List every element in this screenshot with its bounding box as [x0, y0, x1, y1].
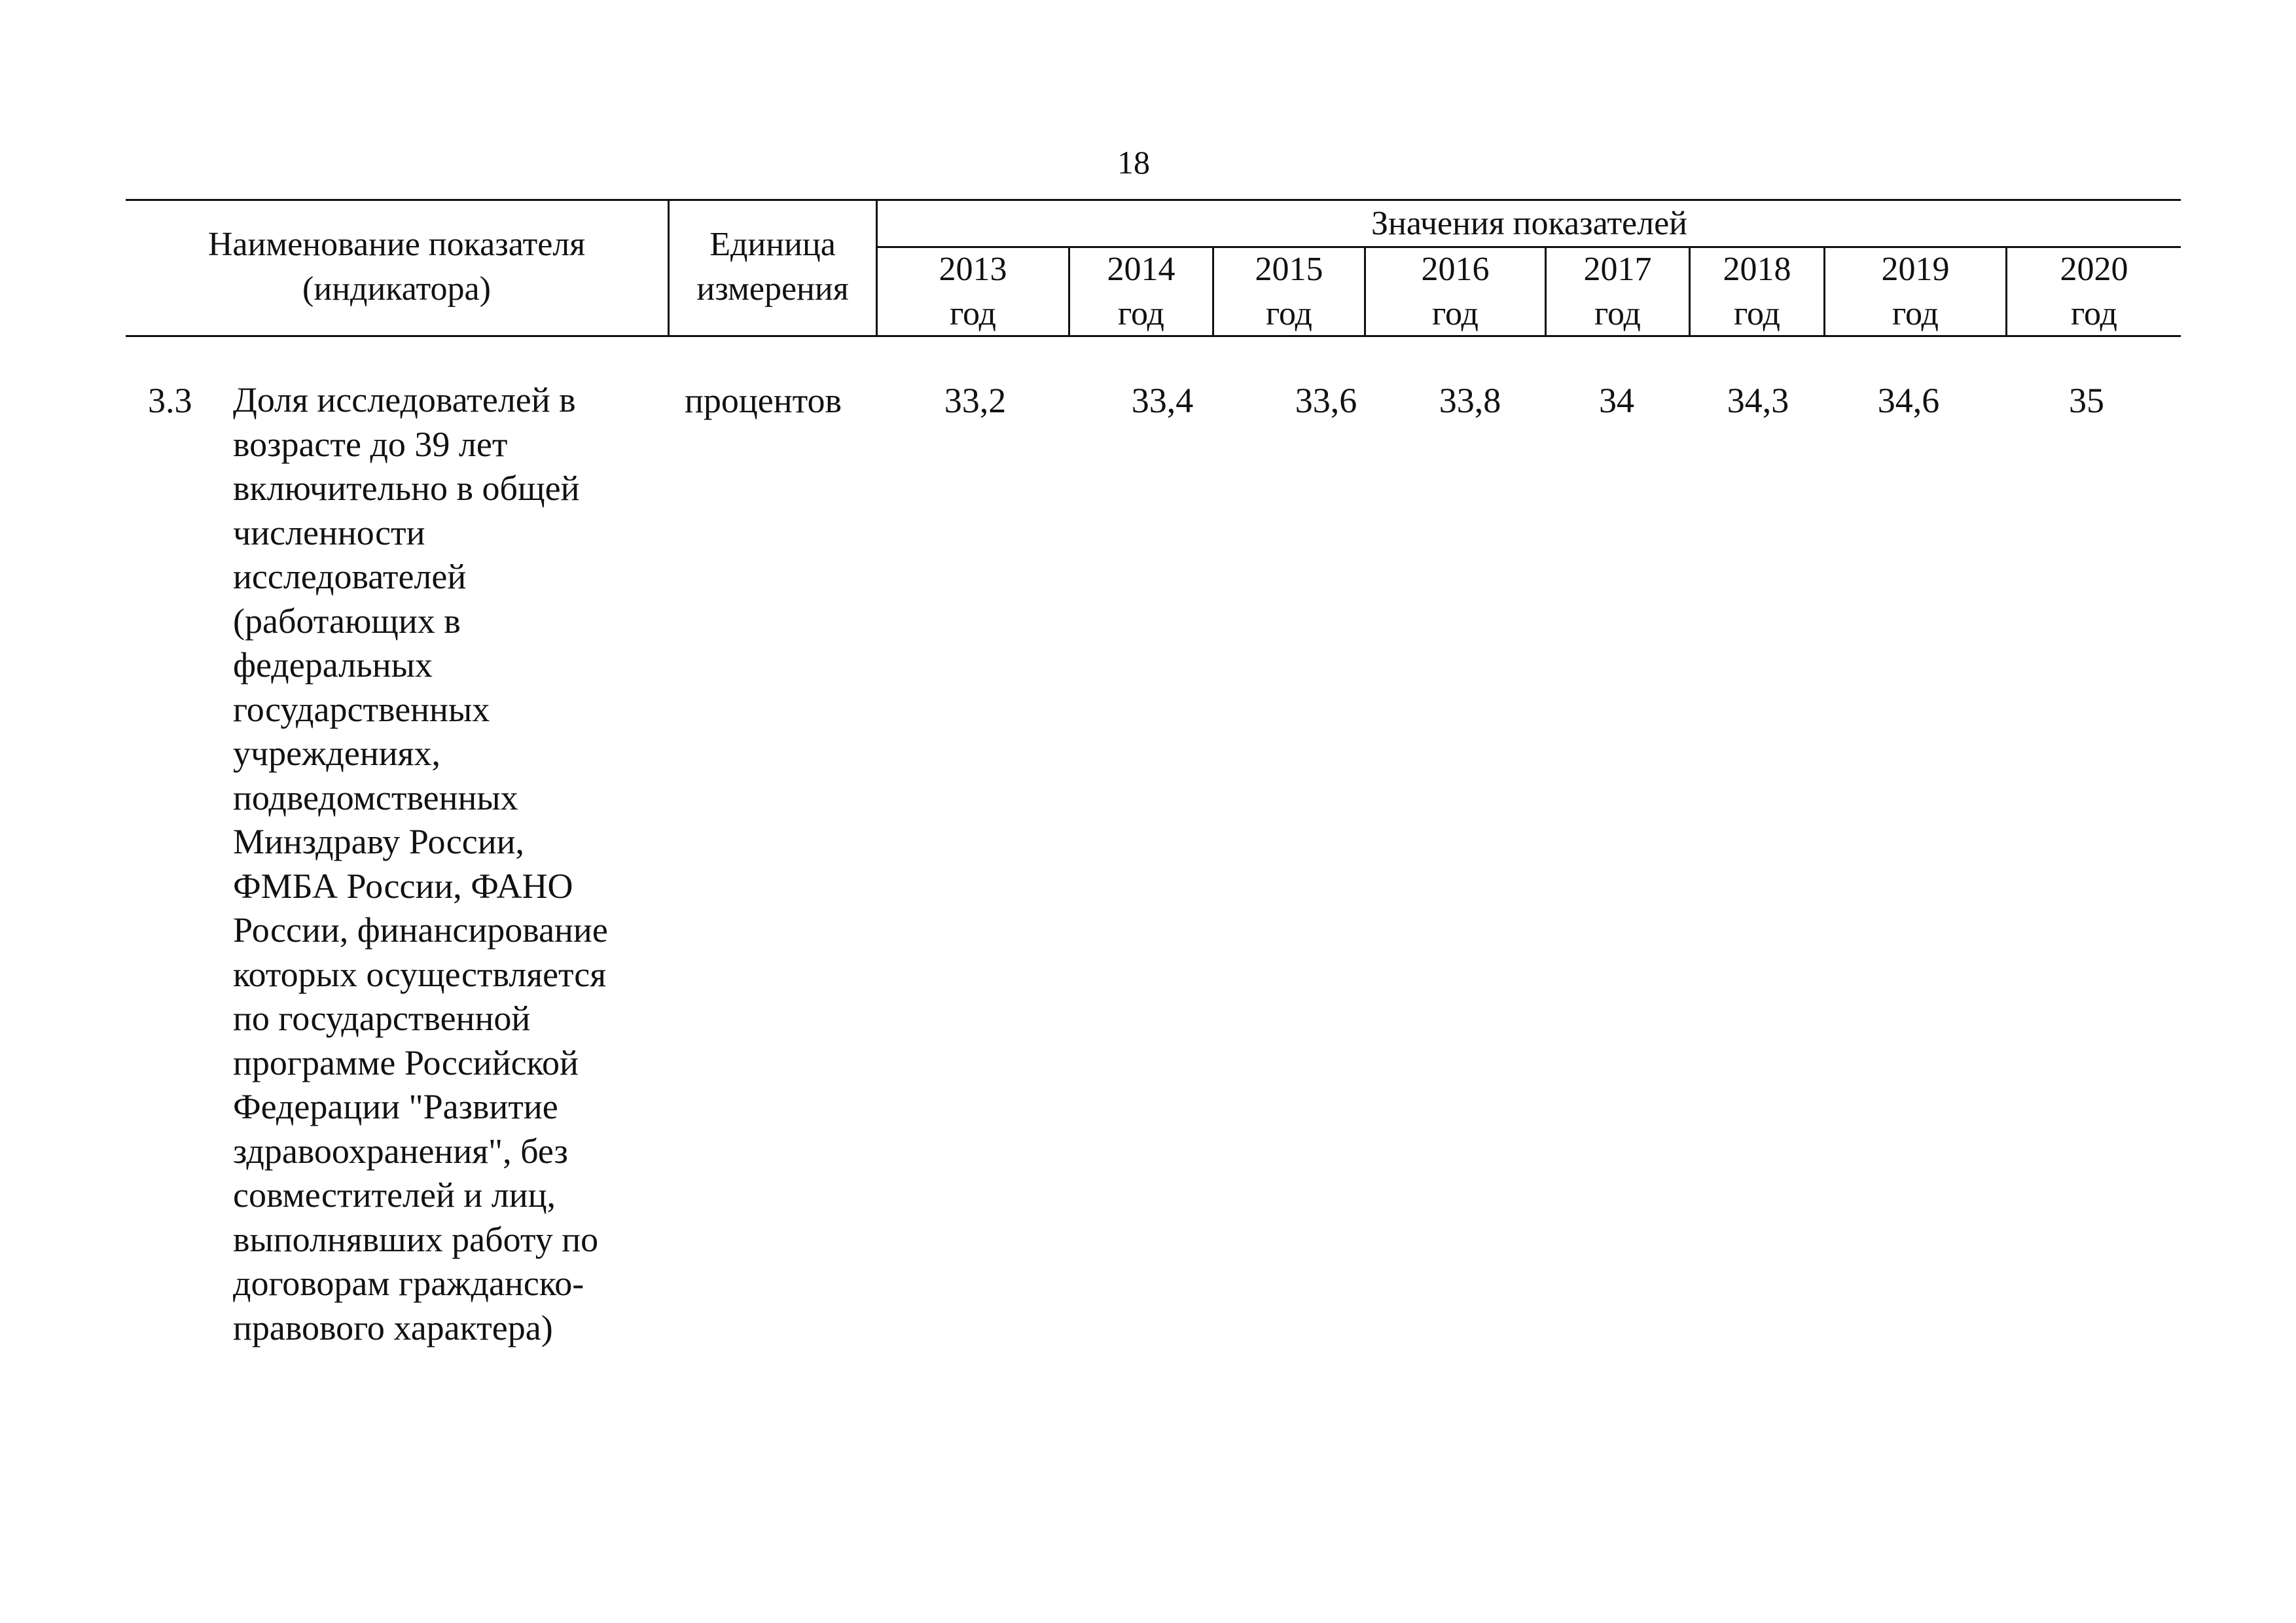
- header-year-2015: [1214, 247, 1364, 336]
- year-suffix: год: [1594, 295, 1641, 332]
- year-label: 2020: [2060, 251, 2128, 288]
- value-2018: 34,3: [1727, 381, 1789, 420]
- value-2014: 33,4: [1131, 381, 1194, 420]
- row-indicator-name: Доля исследователей в возрасте до 39 лет включительно в общей численности исследователей (работающих в федеральных государственных учреждениях, подведомственных Минздраву России, ФМБА России, ФАНО России, финансирование которых осуществляется по государственной программе Российской Федерации "Развитие здравоохранения", без совместителей и лиц, выполнявших работу по договорам гражданско- правового характера): [233, 380, 608, 1347]
- header-unit: Единица измерения: [696, 226, 849, 308]
- year-suffix: год: [1266, 295, 1312, 332]
- table-top-rule: [126, 199, 2181, 201]
- value-2013: 33,2: [944, 381, 1007, 420]
- row-unit: процентов: [685, 381, 842, 420]
- row-number: 3.3: [148, 381, 192, 420]
- year-suffix: год: [2071, 295, 2117, 332]
- year-suffix: год: [1892, 295, 1939, 332]
- header-year-2017: [1547, 247, 1689, 336]
- header-values-group: Значения показателей: [1371, 205, 1687, 242]
- value-2019: 34,6: [1877, 381, 1940, 420]
- year-label: 2018: [1723, 251, 1791, 288]
- value-2015: 33,6: [1295, 381, 1357, 420]
- year-suffix: год: [950, 295, 996, 332]
- year-suffix: год: [1118, 295, 1164, 332]
- year-label: 2014: [1107, 251, 1175, 288]
- header-year-2013: [878, 247, 1068, 336]
- value-2017: 34: [1599, 381, 1634, 420]
- page-number: 18: [1117, 144, 1150, 181]
- year-label: 2016: [1421, 251, 1490, 288]
- year-suffix: год: [1432, 295, 1479, 332]
- year-suffix: год: [1734, 295, 1780, 332]
- year-label: 2015: [1255, 251, 1323, 288]
- year-label: 2017: [1583, 251, 1652, 288]
- year-label: 2013: [939, 251, 1007, 288]
- value-2020: 35: [2069, 381, 2104, 420]
- header-name: Наименование показателя (индикатора): [207, 226, 586, 308]
- header-year-2016: [1366, 247, 1545, 336]
- header-year-2014: [1070, 247, 1212, 336]
- year-label: 2019: [1881, 251, 1950, 288]
- header-year-2020: [2007, 247, 2181, 336]
- header-year-2019: [1825, 247, 2005, 336]
- header-year-2018: [1691, 247, 1823, 336]
- value-2016: 33,8: [1439, 381, 1501, 420]
